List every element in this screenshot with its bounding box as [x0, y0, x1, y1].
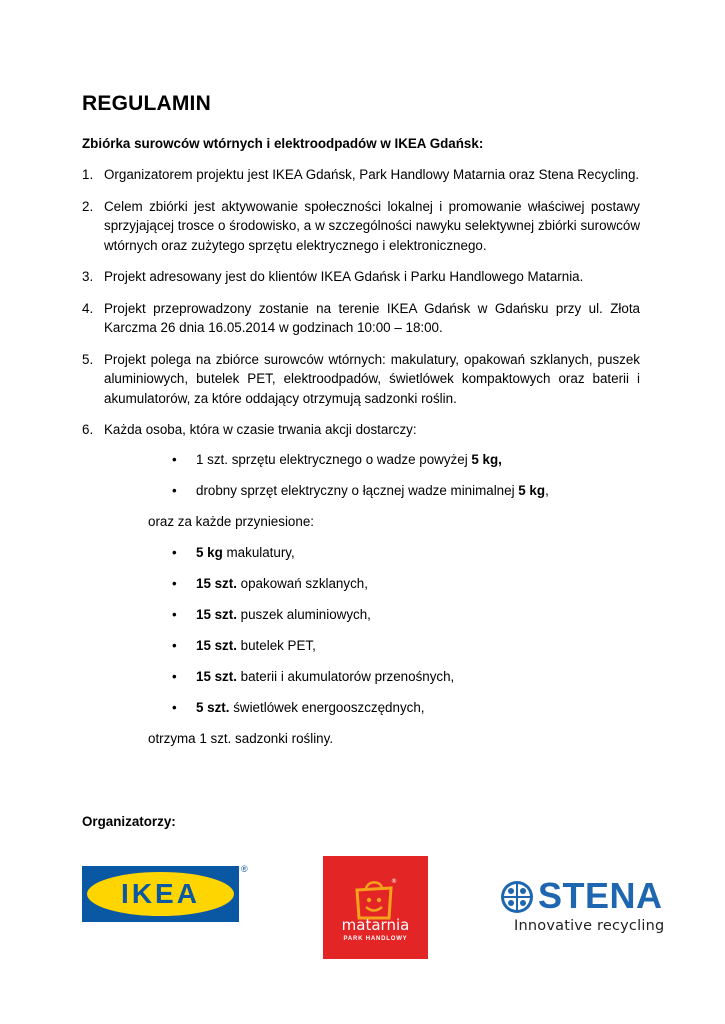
bullet-list-materials — [82, 543, 640, 729]
ikea-logo-text: IKEA — [121, 878, 200, 909]
svg-text:®: ® — [391, 878, 397, 885]
rule-text: Organizatorem projektu jest IKEA Gdańsk, Park Handlowy Matarnia oraz Stena Recycling. — [104, 167, 640, 182]
rule-item-1 — [82, 165, 640, 185]
rule-text: Projekt przeprowadzony zostanie na terenie IKEA Gdańsk w Gdańsku przy ul. Złota Karczma 26 dnia 16.05.2014 w godzinach 10:00 – 18:00. — [104, 300, 640, 335]
rule-number: 3. — [82, 269, 94, 284]
matarnia-logo — [323, 856, 428, 959]
stena-tagline: Innovative recycling — [514, 918, 665, 934]
rule-item-4 — [82, 299, 640, 338]
rule-number: 2. — [82, 198, 94, 214]
list-item: • drobny sprzęt elektryczny o łącznej wadze minimalnej 5 kg, — [82, 481, 640, 512]
document-title: REGULAMIN — [82, 92, 211, 115]
rule-item-3 — [82, 267, 640, 287]
rule-number: 4. — [82, 300, 94, 316]
matarnia-name: matarnia — [341, 916, 410, 934]
matarnia-subtitle: PARK HANDLOWY — [343, 936, 408, 942]
list-item: • 5 szt. świetlówek energooszczędnych, — [82, 698, 640, 729]
middle-text: oraz za każde przyniesione: — [148, 513, 314, 529]
rule-text: Celem zbiórki jest aktywowanie społeczności lokalnej i promowanie właściwej postawy sprzyjającej trosce o środowisko, a w szczególności nawyku selektywnej zbiórki surowców wtórnych oraz zużytego sprzętu elektrycznego i elektronicznego. — [104, 198, 640, 253]
list-item: • 15 szt. butelek PET, — [82, 636, 640, 667]
closing-text: otrzyma 1 szt. sadzonki rośliny. — [148, 730, 334, 746]
list-item: • 15 szt. puszek aluminiowych, — [82, 605, 640, 636]
regulations-content — [82, 165, 640, 760]
stena-logo — [500, 876, 670, 940]
shopping-bag-icon — [351, 876, 397, 920]
organizers-title: Organizatorzy: — [82, 814, 176, 829]
list-item: • 5 kg makulatury, — [82, 543, 640, 574]
rule-text: Projekt polega na zbiórce surowców wtórnych: makulatury, opakowań szklanych, puszek aluminiowych, butelek PET, elektroodpadów, świetlówek kompaktowych oraz baterii i akumulatorów, za które oddający otrzymują sadzonki roślin. — [104, 351, 640, 406]
rule-number: 1. — [82, 167, 94, 182]
rule-item-6 — [82, 420, 640, 440]
rule-text: Projekt adresowany jest do klientów IKEA Gdańsk i Parku Handlowego Matarnia. — [104, 269, 584, 284]
stena-emblem-icon — [500, 880, 534, 914]
stena-wordmark: STENA — [538, 875, 663, 916]
bullet-list-devices — [82, 450, 640, 512]
rule-text: Każda osoba, która w czasie trwania akcji dostarczy: — [104, 422, 417, 437]
ikea-logo — [82, 864, 248, 922]
list-item: • 1 szt. sprzętu elektrycznego o wadze powyżej 5 kg, — [82, 450, 640, 481]
list-item: • 15 szt. opakowań szklanych, — [82, 574, 640, 605]
document-subtitle: Zbiórka surowców wtórnych i elektroodpadów w IKEA Gdańsk: — [82, 136, 484, 151]
list-item: • 15 szt. baterii i akumulatorów przenośnych, — [82, 667, 640, 698]
rule-number: 5. — [82, 351, 94, 367]
rule-number: 6. — [82, 422, 94, 437]
rule-item-2 — [82, 197, 640, 256]
rule-item-5 — [82, 350, 640, 409]
registered-mark: ® — [241, 864, 248, 874]
